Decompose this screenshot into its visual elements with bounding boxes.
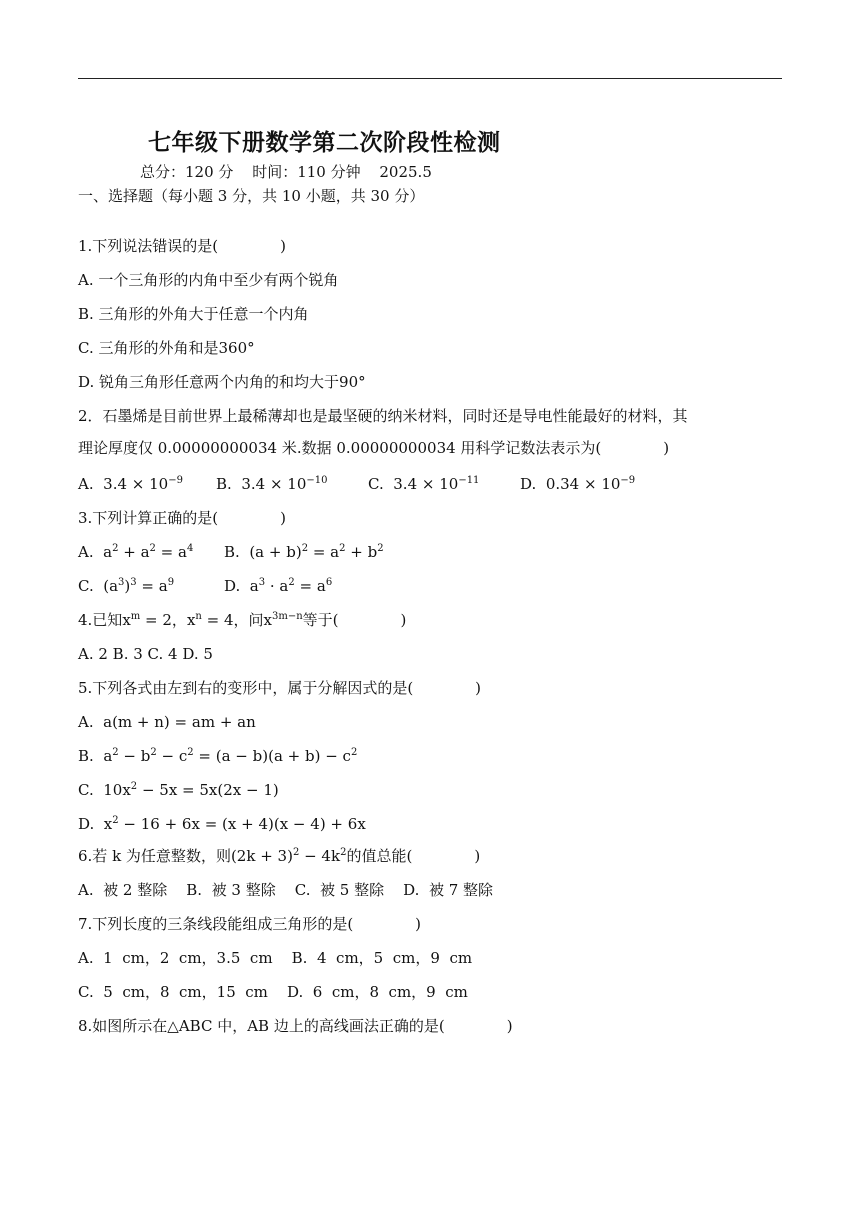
question-1-option-a: A. 一个三角形的内角中至少有两个锐角 (78, 271, 339, 289)
exam-date: 2025.5 (379, 163, 432, 181)
page-title: 七年级下册数学第二次阶段性检测 (148, 129, 501, 156)
question-4-stem: 4.已知$x^m = 2$，$x^n = 4$，问$x^{3m-n}$等于( ) (78, 611, 407, 629)
question-2-option-b: B. $3.4 \times 10^{-10}$ (216, 475, 328, 493)
question-1-option-d: D. 锐角三角形任意两个内角的和均大于90° (78, 373, 366, 391)
question-1-stem: 1.下列说法错误的是( ) (78, 237, 287, 255)
section-heading: 一、选择题（每小题 3 分，共 10 小题，共 30 分） (78, 187, 425, 205)
question-7-stem: 7.下列长度的三条线段能组成三角形的是( ) (78, 915, 422, 933)
question-5-option-c: C. $10x^2 - 5x = 5x(2x - 1)$ (78, 781, 279, 799)
question-6-options: A. 被 2 整除 B. 被 3 整除 C. 被 5 整除 D. 被 7 整除 (78, 881, 494, 899)
total-score: 总分：120 分 (140, 163, 234, 181)
header-rule (78, 78, 782, 79)
question-7-options-ab: A. 1 cm，2 cm，3.5 cm B. 4 cm，5 cm，9 cm (78, 949, 473, 967)
question-5-option-b: B. $a^2 - b^2 - c^2 = (a - b)(a + b) - c^2$ (78, 747, 358, 765)
question-4-options: A. 2 B. 3 C. 4 D. 5 (78, 645, 213, 663)
question-3-options-ab (78, 542, 384, 562)
question-1-option-c: C. 三角形的外角和是360° (78, 339, 255, 357)
question-2-options (78, 474, 635, 494)
question-2-option-d: D. $0.34 \times 10^{-9}$ (520, 475, 636, 493)
question-2-stem-line2: 理论厚度仅 0.00000000034 米.数据 0.00000000034 用科学记数法表示为( ) (78, 439, 670, 457)
question-2-option-c: C. $3.4 \times 10^{-11}$ (368, 475, 480, 493)
question-6-stem: 6.若 k 为任意整数，则$(2k + 3)^2 - 4k^2$的值总能( ) (78, 847, 481, 865)
question-8-stem: 8.如图所示在△ABC 中，AB 边上的高线画法正确的是( ) (78, 1017, 513, 1035)
question-3-option-a: A. $a^2 + a^2 = a^4$ (78, 543, 194, 561)
question-5-stem: 5.下列各式由左到右的变形中，属于分解因式的是( ) (78, 679, 482, 697)
question-3-option-c: C. $(a^3)^3 = a^9$ (78, 577, 175, 595)
exam-time: 时间：110 分钟 (252, 163, 361, 181)
exam-meta (140, 162, 446, 182)
question-3-option-b: B. $(a + b)^2 = a^2 + b^2$ (224, 543, 384, 561)
question-2-stem-line1: 2．石墨烯是目前世界上最稀薄却也是最坚硬的纳米材料，同时还是导电性能最好的材料，其 (78, 407, 688, 425)
question-1-option-b: B. 三角形的外角大于任意一个内角 (78, 305, 309, 323)
question-5-option-a: A. a(m + n) = am + an (78, 713, 256, 731)
question-7-options-cd: C. 5 cm，8 cm，15 cm D. 6 cm，8 cm，9 cm (78, 983, 468, 1001)
question-3-options-cd (78, 576, 332, 596)
question-3-stem: 3.下列计算正确的是( ) (78, 509, 287, 527)
question-2-option-a: A. $3.4 \times 10^{-9}$ (78, 475, 183, 493)
question-3-option-d: D. $a^3 \cdot a^2 = a^6$ (224, 577, 333, 595)
question-5-option-d: D. $x^2 - 16 + 6x = (x + 4)(x - 4) + 6x$ (78, 815, 366, 833)
